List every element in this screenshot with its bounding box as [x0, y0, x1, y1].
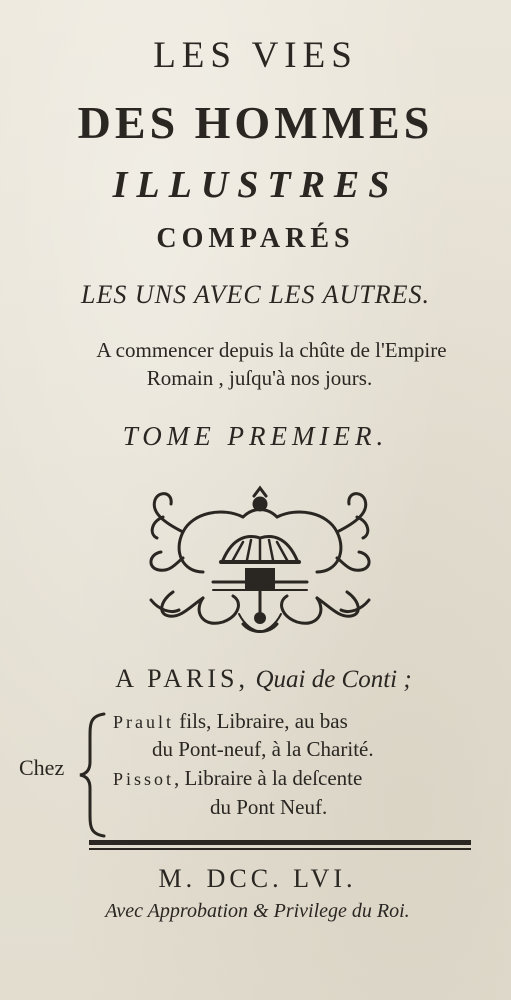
- title-line-3: ILLUSTRES: [112, 164, 399, 206]
- curly-brace-icon: [78, 712, 108, 838]
- double-rule-divider: [89, 840, 471, 852]
- imprint-city-address: Quai de Conti ;: [255, 666, 412, 693]
- title-line-4: COMPARÉS: [156, 223, 355, 254]
- printer-1-address: du Pont-neuf, à la Charité.: [152, 737, 374, 761]
- printer-2: [113, 766, 362, 791]
- title-line-1: LES VIES: [153, 35, 358, 76]
- volume-label: TOME PREMIER.: [122, 421, 389, 451]
- imprint-city: [8, 664, 511, 694]
- title-line-2: DES HOMMES: [77, 97, 434, 148]
- subtitle-line-2: Romain , juſqu'à nos jours.: [146, 366, 373, 390]
- publication-date: M. DCC. LVI.: [158, 864, 357, 893]
- imprint-city-prefix: A PARIS,: [115, 664, 249, 693]
- printer-2-address: du Pont Neuf.: [210, 795, 328, 819]
- printer-1: [113, 709, 348, 734]
- title-line-5: LES UNS AVEC LES AUTRES.: [81, 280, 430, 309]
- privilege-line: Avec Approbation & Privilege du Roi.: [105, 900, 410, 922]
- printer-2-rest: , Libraire à la deſcente: [174, 766, 363, 790]
- floral-vignette-icon: [143, 482, 377, 640]
- imprint-chez: Chez: [19, 755, 65, 780]
- subtitle-line-1: A commencer depuis la chûte de l'Empire: [96, 338, 447, 362]
- printer-1-name: Prault: [113, 712, 174, 732]
- printer-1-rest: fils, Libraire, au bas: [179, 709, 348, 733]
- printer-2-name: Pissot: [113, 769, 175, 789]
